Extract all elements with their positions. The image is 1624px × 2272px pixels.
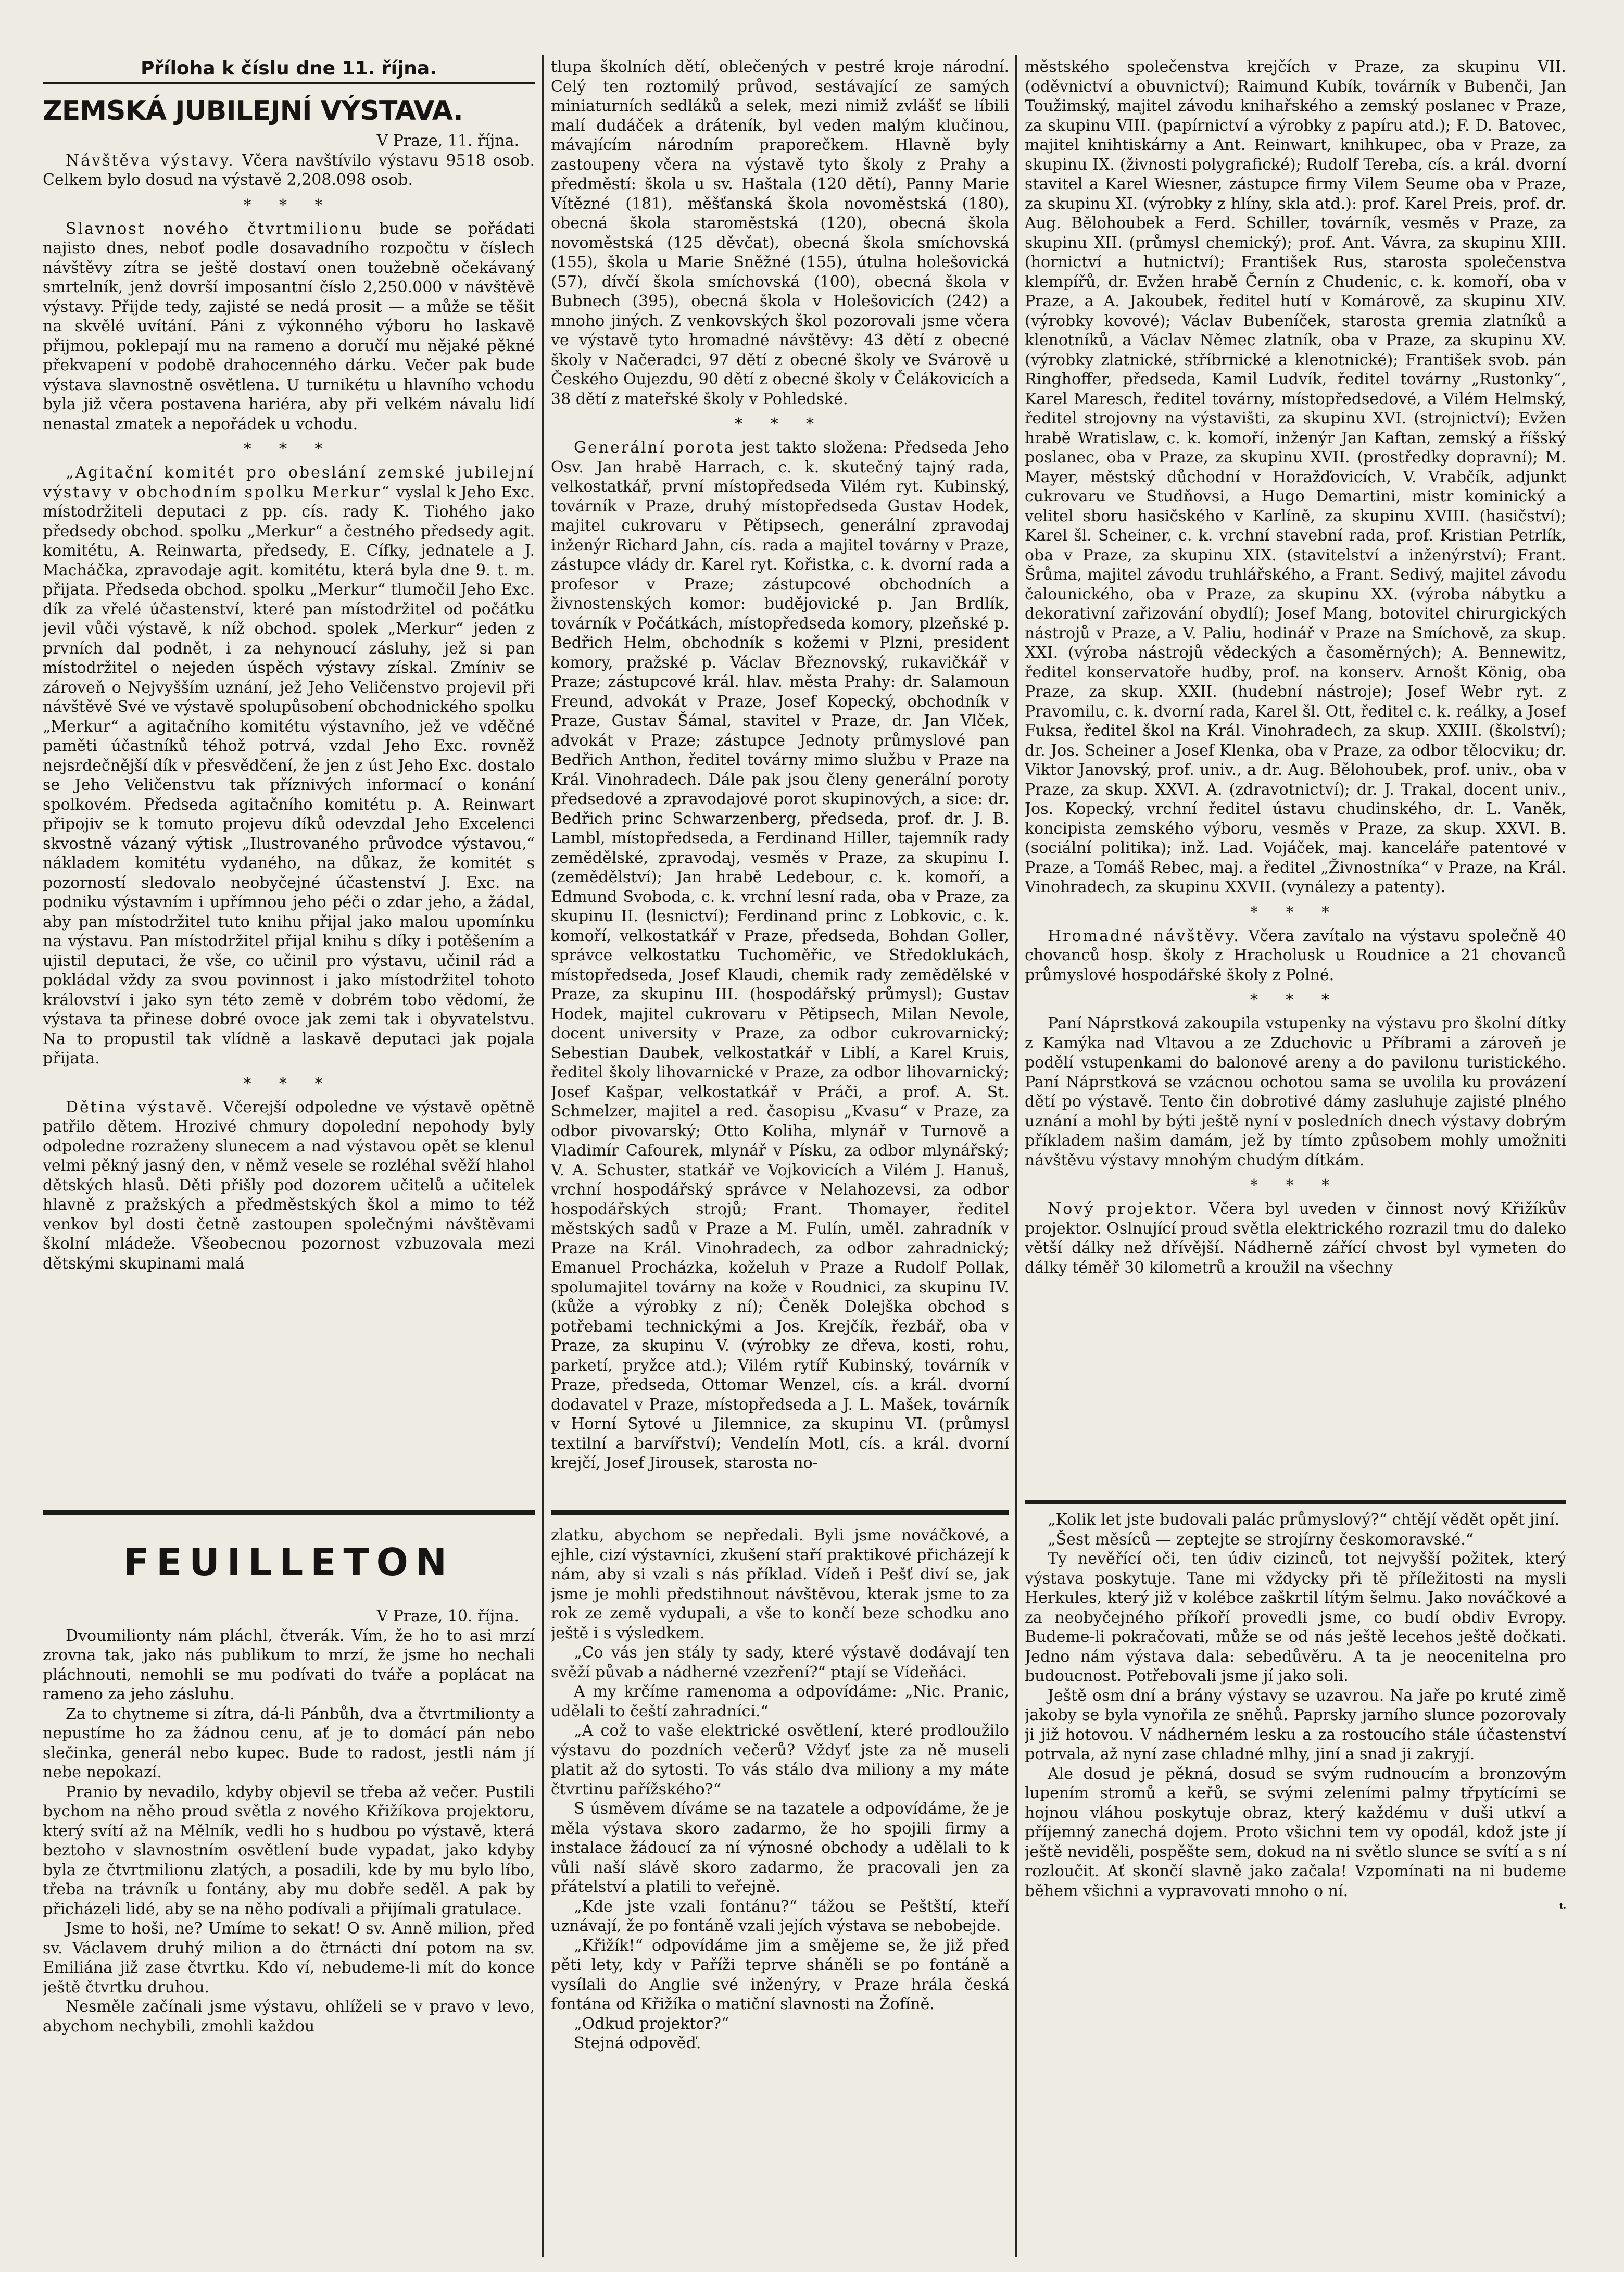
section-separator: * * * (1250, 991, 1341, 1009)
feuilleton-c2-p5: S úsměvem díváme se na tazatele a odpovídáme, že je měla výstava skoro zadarmo, že ho spojili firmy a instalace žádoucí za ní výnosné obchody a udělali to k vůli naší slávě skoro zadarmo, že pracovali jen za přátelství a platili to veřejně. (551, 1800, 1009, 1896)
article-jury (551, 438, 1009, 1473)
feuilleton-c3-p1: „Kolik let jste budovali palác průmyslový?“ chtějí vědět opět jiní. (1048, 1511, 1560, 1529)
feuilleton-signature: t. (1559, 1901, 1566, 1911)
article-projector (1025, 1199, 1566, 1277)
expo-headline: ZEMSKÁ JUBILEJNÍ VÝSTAVA. (43, 95, 463, 127)
feuilleton-c2-p3: A my krčíme ramenoma a odpovídáme: „Nic. Pranic, udělali to čeští zahradníci.“ (551, 1683, 1009, 1721)
feuilleton-p4: Jsme to hoši, ne? Umíme to sekat! O sv. Anně milion, před sv. Václavem druhý milion a do čtrnácti dní potom na sv. Emiliána již zase čtvrtku. Kdo ví, nebudeme-li mít do konce ještě čtvrtku druhou. (43, 1919, 535, 1997)
feuilleton-c3-p3: Ty nevěřící oči, ten údiv cizinců, tot nejvyšší požitek, který výstava poskytuje. Tane mi vždycky při tě příležitosti na mysli Herkules, který již v kolébce zaškrtil lítým šelmu. Jako nováčkové a za neobyčejného příkoří provedli jsme, co budí obdiv Evropy. Budeme-li pokračovati, může se od nás ještě lecehos ještě dočkati. Jedno nám výstava dala: sebedůvěru. A ta je neocenitelna pro budoucnost. Potřebovali jsme jí jako soli. (1025, 1550, 1566, 1685)
feuilleton-c3-p2: „Šest měsíců — zeptejte se strojírny českomoravské.“ (1048, 1530, 1474, 1549)
feuilleton-column-2 (551, 1526, 1009, 2203)
article-merkur (43, 463, 535, 1069)
section-separator: * * * (734, 415, 826, 433)
section-separator: * * * (1250, 903, 1341, 922)
article-projector-lead: Nový projektor. (1048, 1200, 1199, 1218)
article-group-visits-lead: Hromadné návštěvy. (1048, 926, 1240, 945)
feuilleton-c2-p4: „A což to vaše elektrické osvětlení, které prodloužilo výstavu do pozdních večerů? Vždyť jste za ně museli platit až do sytosti. To vás stálo dva miliony a my máte čtvrtinu pařížského?“ (551, 1722, 1009, 1799)
feuilleton-rule-1 (43, 1510, 535, 1515)
feuilleton-column-1 (43, 1606, 535, 2221)
feuilleton-c3-p5: Ale dosud je pěkná, dosud se svým rudnoucím a bronzovým lupením stromů a keřů, se svými zeleními palmy třpytícími se hojnou vláhou poskytuje obraz, který každému v duši utkví a příjemný zanechá dojem. Proto všichni tem vy opodál, kdož jste jí ještě neviděli, pospěšte sem, dokud na ni světlo slunce se svítí a s ní rozloučit. Ať skončí slavně jako začala! Vzpomínati na ni budeme během všichni a vypravovati mnoho o ní. (1025, 1764, 1566, 1900)
article-children-lead: Dětina výstavě. (66, 1098, 215, 1116)
feuilleton-rule-3 (1025, 1500, 1566, 1504)
feuilleton-p2: Za to chytneme si zítra, dá-li Pánbůh, dva a čtvrtmilionty a nepustíme ho za žádnou cenu, ať je to domácí pán nebo slečinka, generál nebo kupec. Bude to radost, jestli nám jí nebe nepokazí. (43, 1704, 535, 1781)
feuilleton-c2-p7: „Křižík!“ odpovídáme jim a smějeme se, že již před pěti lety, kdy v Paříži teprve sháněli se po fontáně a vysílali do Anglie své inženýry, v Praze hrála česká fontána od Křižíka o matiční slavnosti na Žofíně. (551, 1936, 1009, 2013)
article-children-cont: tlupa školních dětí, oblečených v pestré kroje národní. Celý ten roztomilý průvod, sestávající ze samých miniaturních sedláků a selek, mezi nimiž zvlášť se líbili malí dudáček a dráteník, byl veden malým klučinou, mávajícím národním praporečkem. Hlavně byly zastoupeny včera na výstavě tyto školy z Prahy a předměstí: škola u sv. Haštala (120 dětí), Panny Marie Vítězné (181), měšťanská škola novoměstská (180), obecná škola staroměstská (120), obecná škola novoměstská (125 děvčat), obecná škola smíchovská (155), škola u Marie Sněžné (155), útulna holešovická (57), dívčí škola smíchovská (100), obecná škola v Bubnech (395), obecná škola v Holešovicích (242) a mnoho jiných. Z venkovských škol pozorovali jsme včera ve výstavě tyto hromadné návštěvy: 43 dětí z obecné školy v Načeradci, 97 dětí z obecné školy ve Svárově u Českého Oujezdu, 90 dětí z obecné školy v Čelákovicích a 38 dětí z mateřské školy v Pohledské. (551, 58, 1009, 408)
article-visitors-text: Včera navštívilo výstavu 9518 osob. Celkem bylo dosud na výstavě 2,208.098 osob. (43, 151, 535, 189)
feuilleton-c2-p1: zlatku, abychom se nepředali. Byli jsme nováčkové, a ejhle, cizí výstavníci, zkušení staří praktikové přicházejí k nám, aby si vzali s nás příklad. Vídeň i Pešť diví se, jak jsme je mohli předstihnout návštěvou, kterak jsme to za rok ze země vydupali, a vše to končí beze schodku ano ještě i s výsledkem. (551, 1526, 1009, 1642)
article-merkur-text: vyslal k Jeho Exc. místodržiteli deputaci z pp. cís. rady K. Tiohého jako předsedy obchod. spolku „Merkur“ a čestného předsedy agit. komitétu, A. Reinwarta, předsedy, E. Cífky, jednatele a J. Macháčka, zpravodaje agit. komitétu, která byla dne 9. t. m. přijata. Předseda obchod. spolku „Merkur“ tlumočil Jeho Exc. dík za vřelé účastenství, které pan místodržitel od počátku jevil vůči výstavě, k níž obchod. spolek „Merkur“ jeden z prvních dal podnět, i za nehynoucí zásluhy, jež si pan místodržitel o nejeden úspěch výstavy získal. Zmíniv se zároveň o Nejvyšším uznání, jež Jeho Veličenstvo projevil při návštěvě Své ve výstavě spolupůsobení obchodnického spolku „Merkur“ a agitačního komitétu výstavního, jež ve vděčné paměti účastníků téhož potrvá, vzdal Jeho Exc. rovněž nejsrdečnější dík v přesvědčení, že jen z úst Jeho Exc. dostalo se Jeho Veličenstvu tak příznivých informací o konání spolkovém. Předseda agitačního komitétu p. A. Reinwart připojiv se k tomuto projevu díků odevzdal Jeho Excelenci skvostně vázaný výtisk „Ilustrovaného průvodce výstavou,“ nákladem komitétu vydaného, na důkaz, že komitét s pozorností sledovalo neobyčejné účastenství J. Exc. na podniku výstavním i upřímnou jeho péči o zdar jeho, a žádal, aby pan místodržitel tuto knihu přijal jako malou upomínku na výstavu. Pan místodržitel přijal knihu s díky i potěšením a ujistil deputaci, že vše, co učinil pro výstavu, učinil rád a pokládal vždy za svou povinnost i jako místodržitel tohoto království i jako syn této země v dobrém tobo vědomí, že výstava ta přinese dobré ovoce jak zemi tak i obyvatelstvu. Na to propustil tak vlídně a laskavě deputaci jak pojala přijata. (43, 483, 535, 1068)
article-visitors (43, 151, 535, 190)
column-3 (1025, 57, 1566, 1495)
section-separator: * * * (243, 440, 334, 458)
article-projector-text: Včera byl uveden v činnost nový Křižíkův projektor. Oslnující proud světla elektrického rozrazil tmu do daleko větší dálky než dřívější. Nádherně zářící chvost byl vymeten do dálky téměř 30 kilometrů a kroužil na všechny (1025, 1200, 1566, 1277)
article-quarter-million-lead: Slavnost nového čtvrtmilionu (66, 219, 363, 238)
column-rule-2 (1015, 55, 1017, 2257)
section-separator: * * * (243, 196, 334, 215)
section-separator: * * * (1250, 1176, 1341, 1195)
section-separator: * * * (243, 1074, 334, 1093)
feuilleton-title: FEUILLETON (123, 1540, 455, 1584)
article-quarter-million-text: bude se pořádati najisto dnes, neboť podle dosavadního rozpočtu v číslech návštěvy zítra se ještě dostaví onen toužebně očekávaný smrtelník, jenž dovrší imposantní číslo 2,250.000 v návštěvě výstavy. Přijde tedy, zajisté se nedá prosit — a může se těšit na skvělé uvítání. Páni z výkonného výboru ho laskavě přijmou, poklepají mu na rameno a doručí mu nějaké pěkné překvapení v podobě drahocenného dárku. Večer pak bude výstava slavnostně osvětlena. U turnikétu u hlavního vchodu byla již včera postavena hariéra, aby při velkém návalu lidí nenastal zmatek a nepořádek u vchodu. (43, 219, 535, 433)
article-children (43, 1098, 535, 1274)
article-visitors-lead: Návštěva výstavy. (66, 151, 235, 170)
article-jury-lead: Generální porota (574, 438, 735, 457)
article-group-visits (1025, 926, 1566, 985)
column-rule-1 (542, 55, 544, 2257)
feuilleton-c2-p9: Stejná odpověď. (574, 2034, 701, 2052)
article-quarter-million (43, 219, 535, 434)
article-merkur-lead: „Agitační komitét pro obeslání zemské jubilejní výstavy v obchodním spolku Merkur“ (43, 463, 535, 501)
feuilleton-p1: Dvoumilionty nám pláchl, čtverák. Vím, že ho to asi mrzí zrovna tak, jako nás publikum to mrzí, že jsme ho nechali pláchnouti, nemohli se mu podívati do tváře a poplácat na rameno za jeho zásluhu. (43, 1626, 535, 1703)
column-2 (551, 57, 1009, 1505)
feuilleton-c2-p2: „Co vás jen stály ty sady, které výstavě dodávají ten svěží půvab a nádherné vzezření?“ ptají se Vídeňáci. (551, 1643, 1009, 1681)
article-group-visits-text: Včera zavítalo na výstavu společně 40 chovanců hosp. školy z Hracholusk u Roudnice a 21 chovanců průmyslové hospodářské školy z Polné. (1025, 926, 1566, 984)
supplement-header: Příloha k číslu dne 11. října. (43, 57, 535, 84)
feuilleton-p3: Pranio by nevadilo, kdyby objevil se třeba až večer. Pustili bychom na něho proud světla z nového Křižíkova projektoru, který svítí až na Mělník, vedli ho s hudbou po výstavě, která beztoho v slavnostním osvětlení bude vypadat, jako kdyby byla ze čtvrtmilionu zlatých, a posadili, kde by mu bylo líbo, třeba na trávník u fontány, aby mu dobře seděl. A pak by přicházeli lidé, aby se na něho podívali a přijímali gratulace. (43, 1783, 535, 1918)
article-jury-cont: městského společenstva krejčích v Praze, za skupinu VII. (oděvnictví a obuvnictví); Raimund Kubík, továrník v Bubenči, Jan Toužimský, majitel závodu knihařského a zemský poslanec v Praze, za skupinu VIII. (papírnictví a výrobky z papíru atd.); F. D. Batovec, majitel knihtiskárny a Ant. Reinwart, knihkupec, oba v Praze, za skupinu IX. (živnosti polygrafické); Rudolf Tereba, cís. a král. dvorní stavitel a Karel Wiesner, zástupce firmy Vilem Seume oba v Praze, za skupinu XI. (výrobky z hlíny, skla atd.): prof. Karel Preis, prof. dr. Aug. Bělohoubek a Ferd. Schiller, továrník, vesměs v Praze, za skupinu XII. (průmysl chemický); prof. Ant. Vávra, za skupinu XIII. (hornictví a hutnictví); František Rus, starosta společenstva klempířů, dr. Evžen hrabě Černín z Chudenic, c. k. komoří, oba v Praze, a A. Jakoubek, ředitel hutí v Komárově, za skupinu XIV. (výrobky kovové); Václav Bubeníček, starosta gremia zlatníků a klenotníků, a Václav Němec zlatník, oba v Praze, za skupinu XV. (výrobky zlatnické, stříbrnické a klenotnické); František svob. pán Ringhoffer, předseda, Kamil Ludvík, ředitel továrny „Rustonky“, Karel Maresch, ředitel továrny, místopředsedové, a Vilém Helmský, ředitel strojovny na výstavišti, za skupinu XVI. (strojnictví); Evžen hrabě Wratislaw, c. k. komoří, inženýr Jan Kaftan, zemský a říšský poslanec, oba v Praze, za skupinu XVII. (prostředky dopravní); M. Mayer, městský důchodní v Horažďovicích, V. Vrabčík, adjunkt cukrovaru ve Studňovsi, a Hugo Demartini, mistr kominický a velitel sboru hasičského v Karlíně, za skupinu XVIII. (hasičství); Karel šl. Scheiner, c. k. vrchní stavební rada, prof. Kristian Petrlík, oba v Praze, za skupinu XIX. (stavitelství a inženýrství); Frant. Šrůma, majitel závodu truhlářského, a Frant. Sedivý, majitel závodu čalounického, oba v Praze, za skupinu XX. (výroba nábytku a dekorativní zařizování obydlí); Josef Mang, botovitel chirurgických nástrojů v Praze, a V. Paliu, hodinář v Praze na Smíchově, za skup. XXI. (výroba nástrojů vědeckých a časoměrných); A. Bennewitz, ředitel konservatoře hudby, prof. na konserv. Arnošt König, oba Praze, za skup. XXII. (hudební nástroje); Josef Webr ryt. z Pravomilu, c. k. dvorní rada, Karel šl. Ott, ředitel c. k. reálky, a Josef Fuksa, ředitel škol na Král. Vinohradech, za skup. XXIII. (školství); dr. Jos. Scheiner a Josef Klenka, oba v Praze, za odbor tělocviku; dr. Viktor Janovský, prof. univ., a dr. Aug. Bělohoubek, prof. univ., oba v Praze, za skup. XXVI. A. (zdravotnictví); dr. J. Trakal, docent univ., Jos. Kopecký, vrchní ředitel ústavu chudinského, dr. L. Vaněk, koncipista zemského výboru, vesměs v Praze, za skup. XXVI. B. (sociální politika); inž. Lad. Vojáček, maj. kanceláře patentové v Praze, a Tomáš Rebec, maj. a ředitel „Živnostníka“ v Praze, na Král. Vinohradech, za skupinu XXVII. (vynálezy a patenty). (1025, 58, 1566, 896)
feuilleton-dateline: V Praze, 10. října. (376, 1607, 519, 1625)
expo-dateline: V Praze, 11. října. (376, 132, 519, 150)
column-1 (43, 57, 535, 1515)
article-children-text: Včerejší odpoledne ve výstavě opětně patřilo dětem. Hrozivé chmury dopolední nepohody byly odpoledne rozraženy slunecem a nad výstavou opět se klenul velmi pěkný jasný den, v němž vesele se rozléhal svěží hlahol dětských hlasů. Děti přišly pod dozorem učitelů a učitelek hlavně z pražských a předměstských škol a mimo to též venkov byl dosti četně zastoupen společnými návštěvami školní mládeže. Všeobecnou pozornost vzbuzovala mezi dětskými skupinami malá (43, 1098, 535, 1273)
feuilleton-column-3 (1025, 1510, 1566, 2203)
feuilleton-rule-2 (551, 1510, 1009, 1515)
feuilleton-p5: Nesměle začínali jsme výstavu, ohlíželi se v pravo v levo, abychom nechybili, zmohli každou (43, 1998, 535, 2036)
feuilleton-c2-p6: „Kde jste vzali fontánu?“ tážou se Peštští, kteří uznávají, že po fontáně vzali jejích výstava se nebobejde. (551, 1897, 1009, 1935)
article-naprstkova: Paní Náprstková zakoupila vstupenky na výstavu pro školní dítky z Kamýka nad Vltavou a ze Zduchovic u Příbrami a zároveň je podělí vstupenkami do balonové areny a do pavilonu turistického. Paní Náprstková se vzácnou ochotou sama se uvolila ku provázení dětí po výstavě. Tento čin dobrotivé dámy zasluhuje zajisté plného uznání a mohl by býti ještě nyní v posledních dnech výstavy dobrým příkladem našim damám, jež by tímto způsobem mohly umožniti návštěvu výstavy mnohým chudým dítkám. (1025, 1014, 1566, 1170)
article-jury-text: jest takto složena: Předseda Jeho Osv. Jan hrabě Harrach, c. k. skutečný tajný rada, velkostatkář, první místopředseda Vilém ryt. Kubinský, továrník v Praze, druhý místopředseda Gustav Hodek, majitel cukrovaru v Pětipsech, generální zpravodaj inženýr Richard Jahn, cís. rada a majitel továrny v Praze, zástupce vlády dr. Karel ryt. Kořistka, c. k. dvorní rada a profesor v Praze; zástupcové obchodních a živnostenských komor: budějovické p. Jan Brdlík, továrník v Počátkách, místopředseda komory, plzeňské p. Bedřich Helm, obchodník s kožemi v Plzni, president komory, pražské p. Václav Březnovský, rukavičkář v Praze; zástupcové král. hlav. města Prahy: dr. Salamoun Freund, advokát v Praze, Josef Kopecký, obchodník v Praze, Gustav Šámal, stavitel v Praze, dr. Jan Vlček, advokát v Praze; zástupce Jednoty průmyslové pan Bedřich Anthon, ředitel továrny mimo službu v Praze na Král. Vinohradech. Dále pak jsou členy generální poroty předsedové a zpravodajové porot skupinových, a sice: dr. Bedřich princ Schwarzenberg, předseda, prof. dr. J. B. Lambl, místopředseda, a Ferdinand Hiller, tajemník rady zemědělské, zpravodaj, vesměs v Praze, za skupinu I. (zemědělství); Jan hrabě Ledebour, c. k. komoří, a Edmund Svoboda, c. k. vrchní lesní rada, oba v Praze, za skupinu II. (lesnictví); Ferdinand princ z Lobkovic, c. k. komoří, velkostatkář v Praze, předseda, Bohdan Goller, správce velkostatku Tuchoměřic, ve Středoklukách, místopředseda, Josef Klaudi, chemik rady zemědělské v Praze, za skupinu III. (hospodářský průmysl); Gustav Hodek, majitel cukrovaru v Pětipsech, Milan Nevole, docent university v Praze, za odbor cukrovarnický; Sebestian Daubek, velkostatkář v Liblí, a Karel Kruis, ředitel školy lihovarnické v Praze, za odbor lihovarnický; Josef Kašpar, velkostatkář v Práči, a prof. A. St. Schmelzer, majitel a red. časopisu „Kvasu“ v Praze, za odbor pivovarský; Otto Koliha, mlynář v Turnově a Vladimír Cafourek, mlynář v Písku, za odbor mlynářský; V. A. Schuster, statkář ve Vojkovicích a Vilém J. Hanuš, vrchní hospodářský správce v Nelahozevsi, za odbor hospodářských strojů; Frant. Thomayer, ředitel městských sadů v Praze a M. Fulín, uměl. zahradník v Praze na Král. Vinohradech, za odbor zahradnický; Emanuel Procházka, koželuh v Praze a Rudolf Pollak, spolumajitel továrny na kože v Roudnici, za skupinu IV. (kůže a výrobky z ní); Čeněk Dolejška obchod s potřebami technickými a Jos. Krejčík, řezbář, oba v Praze, za skupinu V. (výrobky ze dřeva, kosti, rohu, parketí, pryžce atd.); Vilém rytíř Kubinský, továrník v Praze, předseda, Ottomar Wenzel, cís. a král. dvorní dodavatel v Praze, místopředseda a J. L. Mašek, továrník v Horní Sytové u Jilemnice, za skupinu VI. (průmysl textilní a barvířství); Vendelín Motl, cís. a král. dvorní krejčí, Josef Jirousek, starosta no- (551, 438, 1009, 1472)
feuilleton-c3-p4: Ještě osm dní a brány výstavy se uzavrou. Na jaře po kruté zimě jakoby se byla vynořila ze sněhů. Paprsky jarního slunce pozorovaly ji již hotovou. V nádherném lesku a za rostoucího stále účastenství potrvala, až nyní zase chladné mlhy, jiní a snad ji zakryjí. (1025, 1686, 1566, 1763)
feuilleton-c2-p8: „Odkud projektor?“ (574, 2014, 729, 2033)
